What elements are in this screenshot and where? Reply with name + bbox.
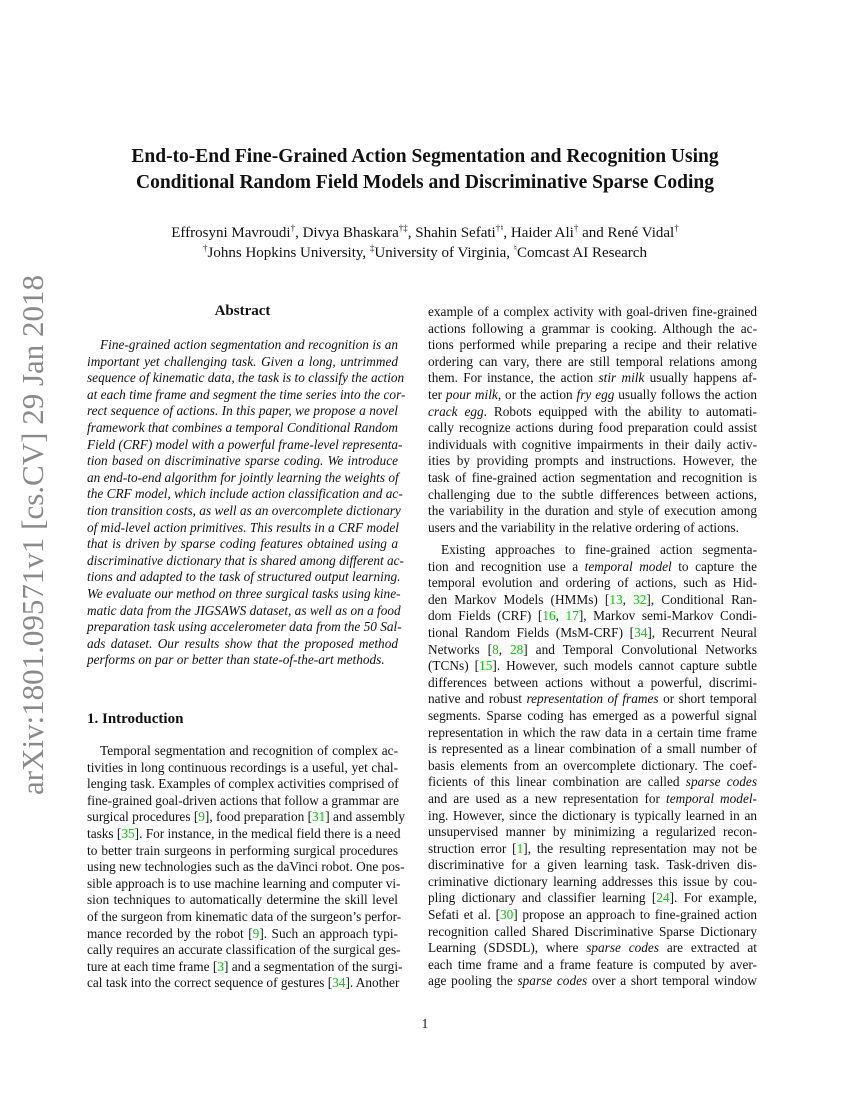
text-line: of mid-level action primitives. This results in a CRF model — [87, 519, 399, 535]
author-names: Effrosyni Mavroudi†, Divya Bhaskara†‡, Shahin Sefati†♮, Haider Ali† and René Vidal† — [171, 223, 679, 241]
text-line: the CRF model, which include action classification and ac- — [87, 486, 403, 502]
text-line: tion based on discriminative sparse coding. We introduce — [87, 453, 398, 469]
text-line: sible approach is to use machine learning and computer vi- — [87, 875, 401, 891]
text-line: tion and recognition use a temporal model to capture the — [428, 558, 757, 574]
author-name: Effrosyni Mavroudi — [171, 225, 291, 241]
right-paragraph-1 — [428, 304, 757, 536]
emphasis: pour milk — [445, 386, 498, 402]
text-line: differences between actions without a powerful, discrimi- — [428, 674, 757, 690]
text-line: representation in which the raw data in a certain time frame — [428, 724, 757, 740]
text-line: of the surgeon from kinematic data of the surgeon’s perfor- — [87, 908, 402, 924]
text-line: tion transition costs, as well as an overcomplete dictionary — [87, 502, 401, 518]
text-line: performs on par or better than state-of-the-art methods. — [87, 652, 385, 668]
text-line: is represented as a linear combination of a small number of — [428, 741, 757, 757]
emphasis: stir milk — [598, 370, 645, 386]
text-line: them. For instance, the action stir milk usually happens af- — [428, 370, 757, 386]
author-name: René Vidal — [607, 225, 675, 241]
affiliation-mark: † — [203, 243, 208, 253]
text-line: tivities in long continuous recordings is a useful, yet chal- — [87, 759, 398, 775]
citation-link[interactable]: 15 — [479, 658, 493, 674]
text-line: basis elements from an overcomplete dictionary. The coef- — [428, 757, 757, 773]
author-block — [0, 223, 850, 263]
citation-link[interactable]: 34 — [332, 975, 346, 991]
affiliation-mark: ♮ — [513, 243, 517, 253]
text-line: ities by providing prompts and instructions. However, the — [428, 453, 757, 469]
introduction-heading: 1. Introduction — [87, 711, 184, 727]
text-line: discriminative dictionary that is shared among different ac- — [87, 552, 404, 568]
text-line: that is driven by sparse coding features obtained using a — [87, 536, 398, 552]
affiliation-mark: † — [573, 223, 579, 233]
text-line: at each time frame and segment the time series into the cor- — [87, 386, 406, 402]
citation-link[interactable]: 28 — [510, 641, 524, 657]
text-line: cally recognize actions during food preparation could assist — [428, 420, 757, 436]
text-line: unsupervised manner by minimizing a regularized recon- — [428, 824, 757, 840]
text-line: temporal evolution and ordering of actions, such as Hid- — [428, 575, 757, 591]
text-line: example of a complex activity with goal-driven fine-grained — [428, 304, 757, 319]
right-paragraph-2 — [428, 542, 757, 990]
emphasis: fry egg — [576, 386, 615, 402]
text-line: Learning (SDSDL), where sparse codes are extracted at — [428, 940, 757, 956]
text-line: ter pour milk, or the action fry egg usually follows the action — [428, 386, 757, 402]
text-line: native and robust representation of frames or short temporal — [428, 691, 757, 707]
text-line: actions following a grammar is cooking. Although the ac- — [428, 320, 757, 336]
text-line: (TCNs) [15]. However, such models cannot capture subtle — [428, 658, 757, 674]
text-line: users and the variability in the relative ordering of actions. — [428, 519, 739, 535]
text-line: Field (CRF) model with a powerful frame-level representa- — [87, 436, 403, 452]
text-line: tions and adapted to the task of structured output learning. — [87, 569, 401, 585]
citation-link[interactable]: 9 — [198, 809, 205, 825]
text-line: cal task into the correct sequence of gestures [34]. Another — [87, 975, 400, 991]
citation-link[interactable]: 31 — [312, 809, 326, 825]
text-line: important yet challenging task. Given a long, untrimmed — [87, 353, 398, 369]
text-line: surgical procedures [9], food preparation [31] and assembly — [87, 809, 406, 825]
text-line: lenging task. Examples of complex activities comprised of — [87, 776, 399, 792]
text-line: ing. However, since the dictionary is typically learned in an — [428, 807, 757, 823]
affiliation-name: Johns Hopkins University, — [207, 245, 370, 261]
author-name: Shahin Sefati — [415, 225, 496, 241]
title-line: Conditional Random Field Models and Discriminative Sparse Coding — [135, 172, 715, 193]
affiliation-mark: †‡ — [398, 223, 408, 233]
emphasis: representation of frames — [526, 691, 659, 707]
emphasis: sparse codes — [685, 774, 757, 790]
citation-link[interactable]: 35 — [121, 825, 135, 841]
citation-link[interactable]: 9 — [252, 925, 260, 941]
text-line: criminative dictionary learning addresses this issue by cou- — [428, 873, 757, 889]
abstract-heading: Abstract — [214, 303, 271, 319]
affiliation-name: Comcast AI Research — [517, 245, 647, 261]
paper-title — [0, 144, 850, 196]
text-line: fine-grained goal-driven actions that follow a grammar are — [87, 792, 399, 808]
text-line: ordering can vary, there are still temporal relations among — [428, 353, 757, 369]
text-line: framework that combines a temporal Conditional Random — [87, 419, 398, 435]
text-line: using new technologies such as the daVinci robot. One pos- — [87, 859, 405, 875]
text-line: ture at each time frame [3] and a segmentation of the surgi- — [87, 958, 403, 974]
citation-link[interactable]: 24 — [656, 890, 670, 906]
text-line: age pooling the sparse codes over a short temporal window — [428, 973, 757, 989]
citation-link[interactable]: 8 — [492, 641, 499, 657]
text-line: ads dataset. Our results show that the proposed method — [87, 635, 398, 651]
citation-link[interactable]: 13 — [609, 591, 623, 607]
text-line: the variability in the duration and style of execution among — [428, 503, 757, 519]
text-line: preparation task using accelerometer data from the 50 Sal- — [87, 619, 402, 635]
arxiv-identifier-stamp: arXiv:1801.09571v1 [cs.CV] 29 Jan 2018 — [15, 274, 50, 796]
text-line: mance recorded by the robot [9]. Such an approach typi- — [87, 925, 398, 941]
text-line: segments. Sparse coding has emerged as a powerful signal — [428, 707, 757, 723]
text-line: tional Random Fields (MsM-CRF) [34], Recurrent Neural — [428, 624, 758, 640]
text-line: crack egg. Robots equipped with the ability to automati- — [428, 403, 757, 419]
text-line: task of fine-grained action segmentation and recognition is — [428, 469, 757, 485]
text-line: tasks [35]. For instance, in the medical field there is a need — [87, 825, 401, 841]
citation-link[interactable]: 17 — [565, 608, 579, 624]
text-line: rect sequence of actions. In this paper, we propose a novel — [87, 403, 398, 419]
text-line: We evaluate our method on three surgical tasks using kine- — [87, 585, 401, 601]
text-line: pling dictionary and classifier learning [24]. For example, — [428, 890, 757, 906]
text-line: each time frame and a frame feature is computed by aver- — [428, 956, 757, 972]
text-line: Temporal segmentation and recognition of complex ac- — [100, 743, 398, 758]
emphasis: temporal model — [666, 790, 753, 806]
citation-link[interactable]: 16 — [542, 608, 556, 624]
author-name: Haider Ali — [510, 225, 574, 241]
introduction-body — [87, 743, 406, 992]
citation-link[interactable]: 32 — [633, 591, 647, 607]
text-line: and are used as a new representation for temporal model- — [428, 790, 757, 806]
affiliation-mark: ‡ — [369, 243, 375, 253]
affiliation-mark: †♮ — [495, 223, 504, 233]
citation-link[interactable]: 3 — [217, 958, 224, 974]
text-line: challenging due to the subtle differences between actions, — [428, 486, 757, 502]
text-line: individuals with cognitive impairments in their daily activ- — [428, 436, 757, 452]
text-line: Networks [8, 28] and Temporal Convolutional Networks — [428, 641, 757, 657]
text-line: den Markov Models (HMMs) [13, 32], Conditional Ran- — [428, 591, 757, 607]
text-line: cally requires an accurate classification of the surgical ges- — [87, 942, 401, 958]
text-line: matic data from the JIGSAWS dataset, as well as on a food — [87, 602, 401, 618]
citation-link[interactable]: 34 — [634, 624, 648, 640]
text-line: an end-to-end algorithm for jointly learning the weights of — [87, 469, 399, 485]
text-line: discriminative for a given learning task. Task-driven dis- — [428, 857, 757, 873]
text-line: Sefati et al. [30] propose an approach to fine-grained action — [428, 907, 757, 923]
text-line: sion techniques to automatically determine the skill level — [87, 892, 398, 908]
abstract-body — [87, 337, 406, 669]
author-name: Divya Bhaskara — [302, 225, 399, 241]
emphasis: temporal model — [584, 558, 672, 574]
emphasis: sparse codes — [517, 973, 588, 989]
title-line: End-to-End Fine-Grained Action Segmentation and Recognition Using — [131, 146, 719, 167]
text-line: dom Fields (CRF) [16, 17], Markov semi-Markov Condi- — [428, 608, 757, 624]
text-line: recognition called Shared Discriminative Sparse Dictionary — [428, 923, 757, 939]
emphasis: sparse codes — [586, 940, 660, 956]
text-line: Existing approaches to fine-grained action segmenta- — [441, 542, 757, 557]
affiliation-name: University of Virginia, — [374, 245, 514, 261]
text-line: ficients of this linear combination are called sparse codes — [428, 774, 757, 790]
citation-link[interactable]: 1 — [516, 840, 524, 856]
text-line: tions performed while preparing a recipe and their relative — [428, 337, 757, 353]
text-line: to better train surgeons in performing surgical procedures — [87, 842, 398, 858]
citation-link[interactable]: 30 — [500, 907, 514, 923]
emphasis: crack egg — [428, 403, 484, 419]
text-line: sequence of kinematic data, the task is to classify the action — [87, 370, 405, 386]
affiliation-mark: † — [290, 223, 296, 233]
affiliation-mark: † — [674, 223, 679, 233]
text-line: struction error [1], the resulting representation may not be — [428, 840, 757, 856]
page-number: 1 — [421, 1016, 429, 1031]
affiliations — [0, 243, 850, 263]
text-line: Fine-grained action segmentation and recognition is an — [100, 337, 398, 352]
